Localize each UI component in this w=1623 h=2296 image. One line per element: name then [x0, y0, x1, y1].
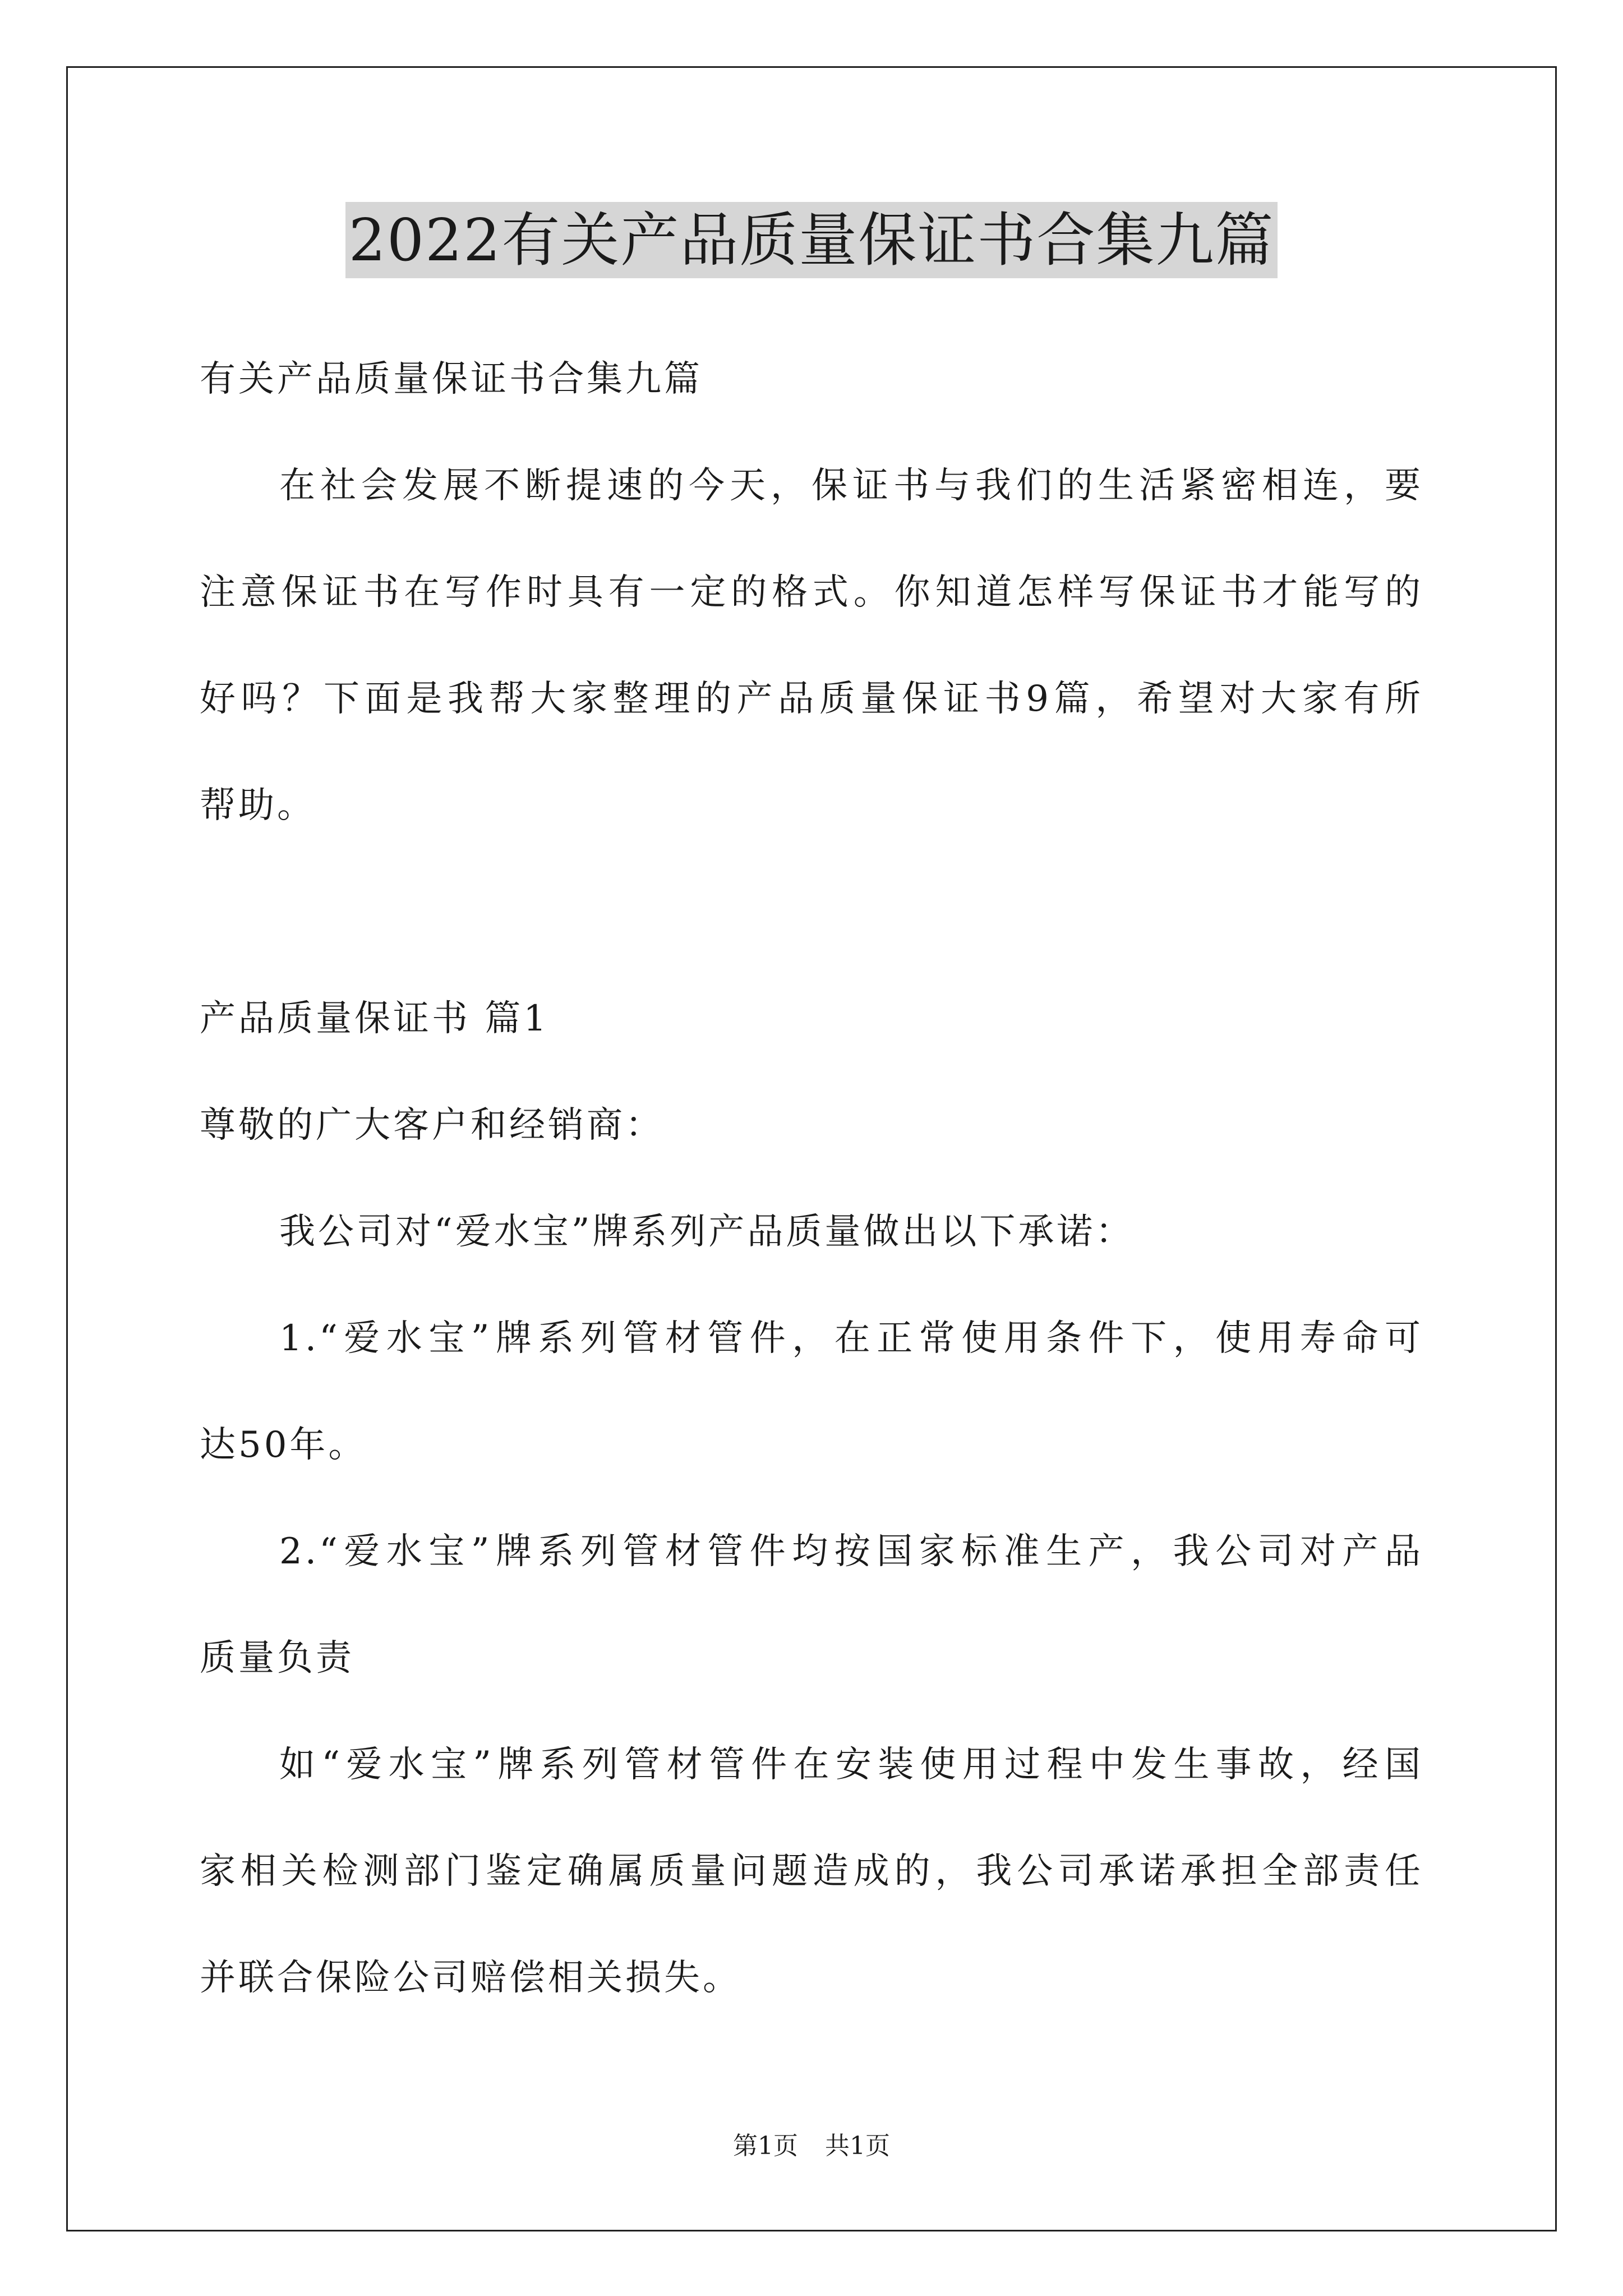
page-number-total: 共1页 — [825, 2132, 890, 2160]
item-line: 达50年。 — [200, 1424, 367, 1466]
salutation-line: 尊敬的广大客户和经销商： — [200, 1105, 664, 1146]
page-footer — [0, 2131, 1623, 2162]
item-line: 质量负责 — [200, 1637, 354, 1679]
promise-intro-line: 我公司对“爱水宝”牌系列产品质量做出以下承诺： — [279, 1211, 1135, 1253]
section-heading: 产品质量保证书 篇1 — [200, 998, 550, 1039]
page-number-current: 第1页 — [733, 2132, 798, 2160]
subtitle-line: 有关产品质量保证书合集九篇 — [200, 358, 703, 400]
item-line: 并联合保险公司赔偿相关损失。 — [200, 1957, 741, 1999]
title-container — [0, 202, 1623, 278]
intro-paragraph-line: 在社会发展不断提速的今天，保证书与我们的生活紧密相连，要 — [279, 465, 1423, 507]
item-line: 如“爱水宝”牌系列管材管件在安装使用过程中发生事故，经国 — [279, 1744, 1423, 1786]
intro-paragraph-line: 好吗？下面是我帮大家整理的产品质量保证书9篇，希望对大家有所 — [200, 678, 1423, 720]
document-title: 2022有关产品质量保证书合集九篇 — [345, 202, 1278, 278]
intro-paragraph-line: 注意保证书在写作时具有一定的格式。你知道怎样写保证书才能写的 — [200, 572, 1423, 613]
intro-paragraph-line: 帮助。 — [200, 785, 316, 826]
item-line: 2.“爱水宝”牌系列管材管件均按国家标准生产，我公司对产品 — [279, 1531, 1423, 1572]
item-line: 家相关检测部门鉴定确属质量问题造成的，我公司承诺承担全部责任 — [200, 1851, 1423, 1892]
item-line: 1.“爱水宝”牌系列管材管件，在正常使用条件下，使用寿命可 — [279, 1318, 1423, 1359]
